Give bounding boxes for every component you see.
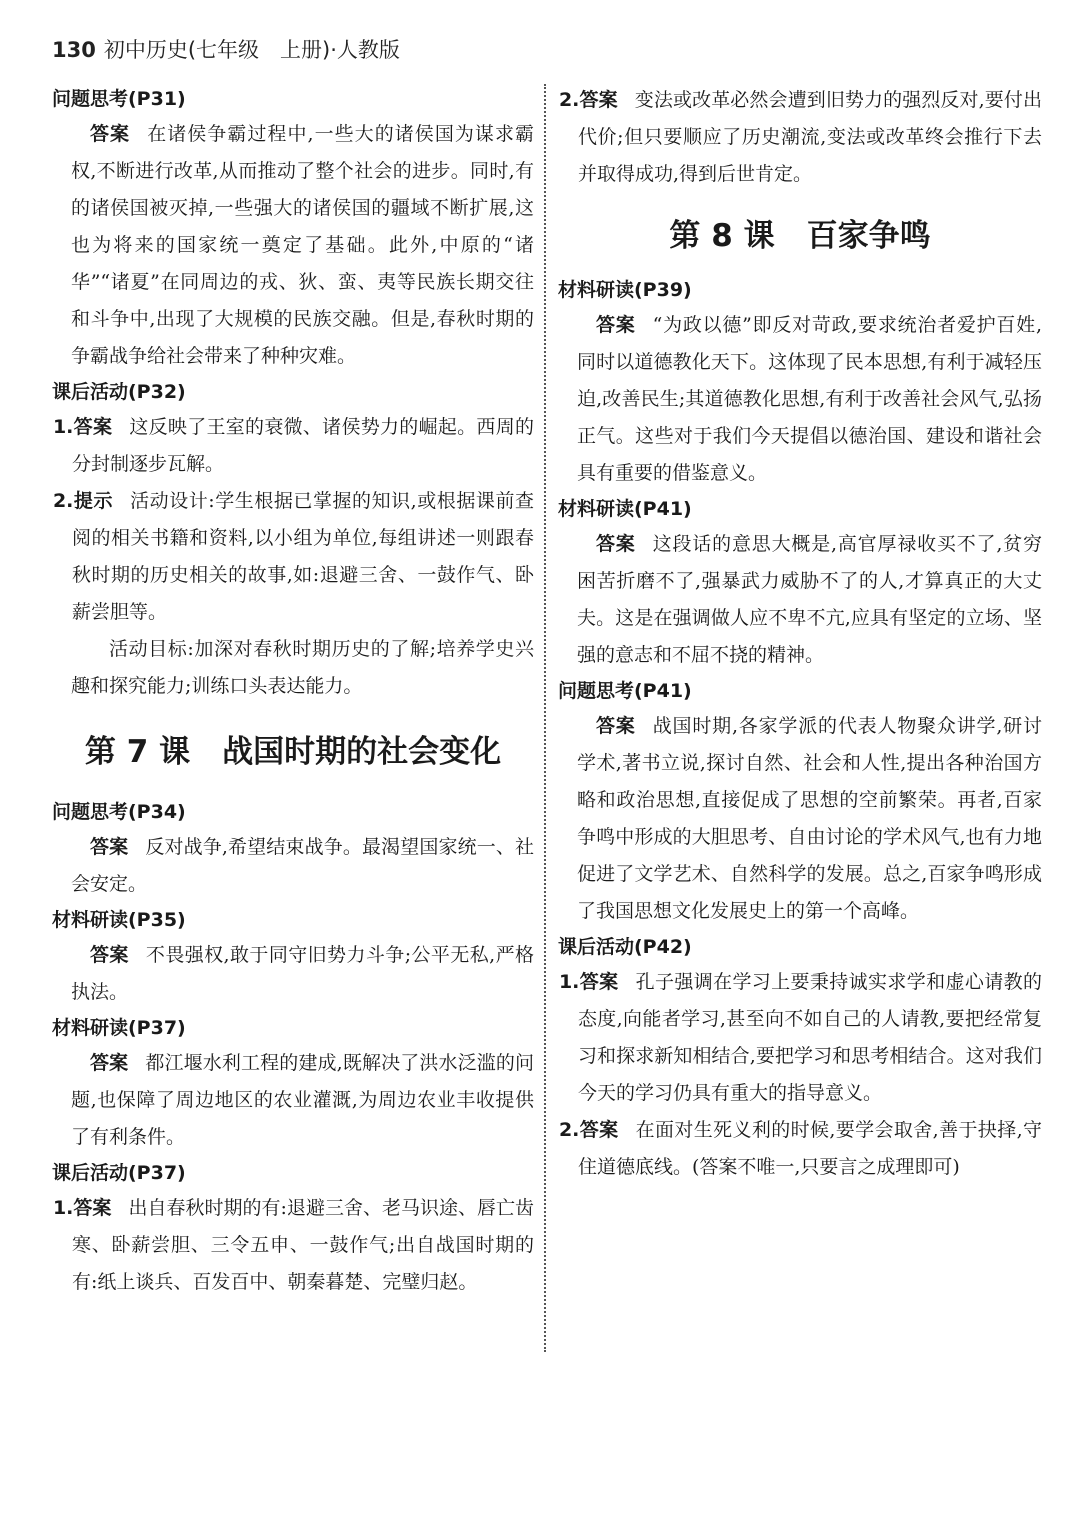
answer-text: 在诸侯争霸过程中,一些大的诸侯国为谋求霸权,不断进行改革,从而推动了整个社会的进步。同时,有的诸侯国被灭掉,一些强大的诸侯国的疆域不断扩展,这也为将来的国家统一奠定了基础。此外,中原的“诸华”“诸夏”在同周边的戎、狄、蛮、夷等民族长期交往和斗争中,出现了大规模的民族交融。但是,春秋时期的争霸战争给社会带来了种种灾难。 — [71, 123, 534, 367]
answer-text: 反对战争,希望结束战争。最渴望国家统一、社会安定。 — [71, 836, 534, 895]
numbered-answer — [558, 82, 1042, 193]
answer-label: 答案 — [73, 416, 113, 438]
lesson-number: 第 7 课 — [84, 734, 191, 770]
item-number: 1. — [52, 416, 74, 438]
item-number: 2. — [558, 89, 580, 111]
numbered-answer — [558, 1112, 1042, 1186]
section-heading: 问题思考(P31) — [52, 88, 186, 110]
lesson-title — [558, 213, 1042, 259]
answer-paragraph — [52, 937, 534, 1011]
answer-label: 答案 — [73, 1197, 112, 1219]
answer-label: 答案 — [579, 1119, 619, 1141]
answer-text: 都江堰水利工程的建成,既解决了洪水泛滥的问题,也保障了周边地区的农业灌溉,为周边农业丰收提供了有利条件。 — [71, 1052, 534, 1148]
page-header — [52, 34, 400, 64]
section-heading: 课后活动(P37) — [52, 1162, 186, 1184]
item-number: 1. — [52, 1197, 74, 1219]
answer-text: 出自春秋时期的有:退避三舍、老马识途、唇亡齿寒、卧薪尝胆、三令五申、一鼓作气;出自战国时期的有:纸上谈兵、百发百中、朝秦暮楚、完璧归赵。 — [71, 1197, 534, 1293]
answer-label: 答案 — [90, 123, 131, 145]
answer-label: 答案 — [579, 971, 619, 993]
answer-text: 变法或改革必然会遭到旧势力的强烈反对,要付出代价;但只要顺应了历史潮流,变法或改革终会推行下去并取得成功,得到后世肯定。 — [577, 89, 1042, 185]
lesson-number: 第 8 课 — [669, 218, 775, 254]
lesson-title — [52, 729, 534, 775]
section-heading: 材料研读(P35) — [52, 909, 186, 931]
section-heading: 问题思考(P41) — [558, 680, 692, 702]
numbered-answer — [52, 1190, 534, 1301]
answer-label: 答案 — [90, 944, 129, 966]
answer-paragraph — [558, 307, 1042, 492]
book-title: 初中历史(七年级 上册)·人教版 — [103, 38, 400, 62]
item-number: 2. — [558, 1119, 580, 1141]
numbered-answer — [52, 483, 534, 631]
answer-label: 答案 — [90, 836, 129, 858]
hint-text: 活动设计:学生根据已掌握的知识,或根据课前查阅的相关书籍和资料,以小组为单位,每组讲述一则跟春秋时期的历史相关的故事,如:退避三舍、一鼓作气、卧薪尝胆等。 — [71, 490, 534, 623]
answer-text: 这段话的意思大概是,高官厚禄收买不了,贫穷困苦折磨不了,强暴武力威胁不了的人,才算真正的大丈夫。这是在强调做人应不卑不亢,应具有坚定的立场、坚强的意志和不屈不挠的精神。 — [577, 533, 1042, 666]
answer-label: 答案 — [596, 533, 636, 555]
answer-text: 这反映了王室的衰微、诸侯势力的崛起。西周的分封制逐步瓦解。 — [71, 416, 534, 475]
numbered-answer — [52, 409, 534, 483]
page-number: 130 — [52, 38, 96, 62]
answer-text: 不畏强权,敢于同守旧势力斗争;公平无私,严格执法。 — [71, 944, 534, 1003]
answer-text: 孔子强调在学习上要秉持诚实求学和虚心请教的态度,向能者学习,甚至向不如自己的人请教,要把经常复习和探求新知相结合,要把学习和思考相结合。这对我们今天的学习仍具有重大的指导意义。 — [577, 971, 1042, 1104]
section-heading: 材料研读(P41) — [558, 498, 692, 520]
answer-text: 战国时期,各家学派的代表人物聚众讲学,研讨学术,著书立说,探讨自然、社会和人性,提出各种治国方略和政治思想,直接促成了思想的空前繁荣。再者,百家争鸣中形成的大胆思考、自由讨论的学术风气,也有力地促进了文学艺术、自然科学的发展。总之,百家争鸣形成了我国思想文化发展史上的第一个高峰。 — [577, 715, 1042, 922]
answer-paragraph — [52, 829, 534, 903]
answer-text: “为政以德”即反对苛政,要求统治者爱护百姓,同时以道德教化天下。这体现了民本思想,有利于减轻压迫,改善民生;其道德教化思想,有利于改善社会风气,弘扬正气。这些对于我们今天提倡以德治国、建设和谐社会具有重要的借鉴意义。 — [577, 314, 1042, 484]
column-divider — [544, 84, 546, 1352]
section-heading: 课后活动(P32) — [52, 381, 186, 403]
numbered-answer — [558, 964, 1042, 1112]
answer-label: 答案 — [596, 314, 636, 336]
section-heading: 课后活动(P42) — [558, 936, 692, 958]
lesson-name: 战国时期的社会变化 — [222, 734, 502, 770]
right-column — [558, 82, 1042, 1186]
answer-paragraph — [52, 116, 534, 375]
answer-label: 答案 — [596, 715, 636, 737]
section-heading: 材料研读(P39) — [558, 279, 692, 301]
section-heading: 问题思考(P34) — [52, 801, 186, 823]
lesson-name: 百家争鸣 — [806, 218, 931, 254]
item-number: 1. — [558, 971, 580, 993]
item-number: 2. — [52, 490, 74, 512]
answer-label: 答案 — [90, 1052, 129, 1074]
answer-paragraph — [52, 1045, 534, 1156]
section-heading: 材料研读(P37) — [52, 1017, 186, 1039]
answer-label: 答案 — [579, 89, 618, 111]
activity-goal: 活动目标:加深对春秋时期历史的了解;培养学史兴趣和探究能力;训练口头表达能力。 — [71, 638, 534, 697]
answer-text: 在面对生死义利的时候,要学会取舍,善于抉择,守住道德底线。(答案不唯一,只要言之成理即可) — [577, 1119, 1042, 1178]
answer-paragraph — [558, 526, 1042, 674]
left-column — [52, 82, 534, 1301]
hint-label: 提示 — [73, 490, 114, 512]
answer-paragraph — [558, 708, 1042, 930]
